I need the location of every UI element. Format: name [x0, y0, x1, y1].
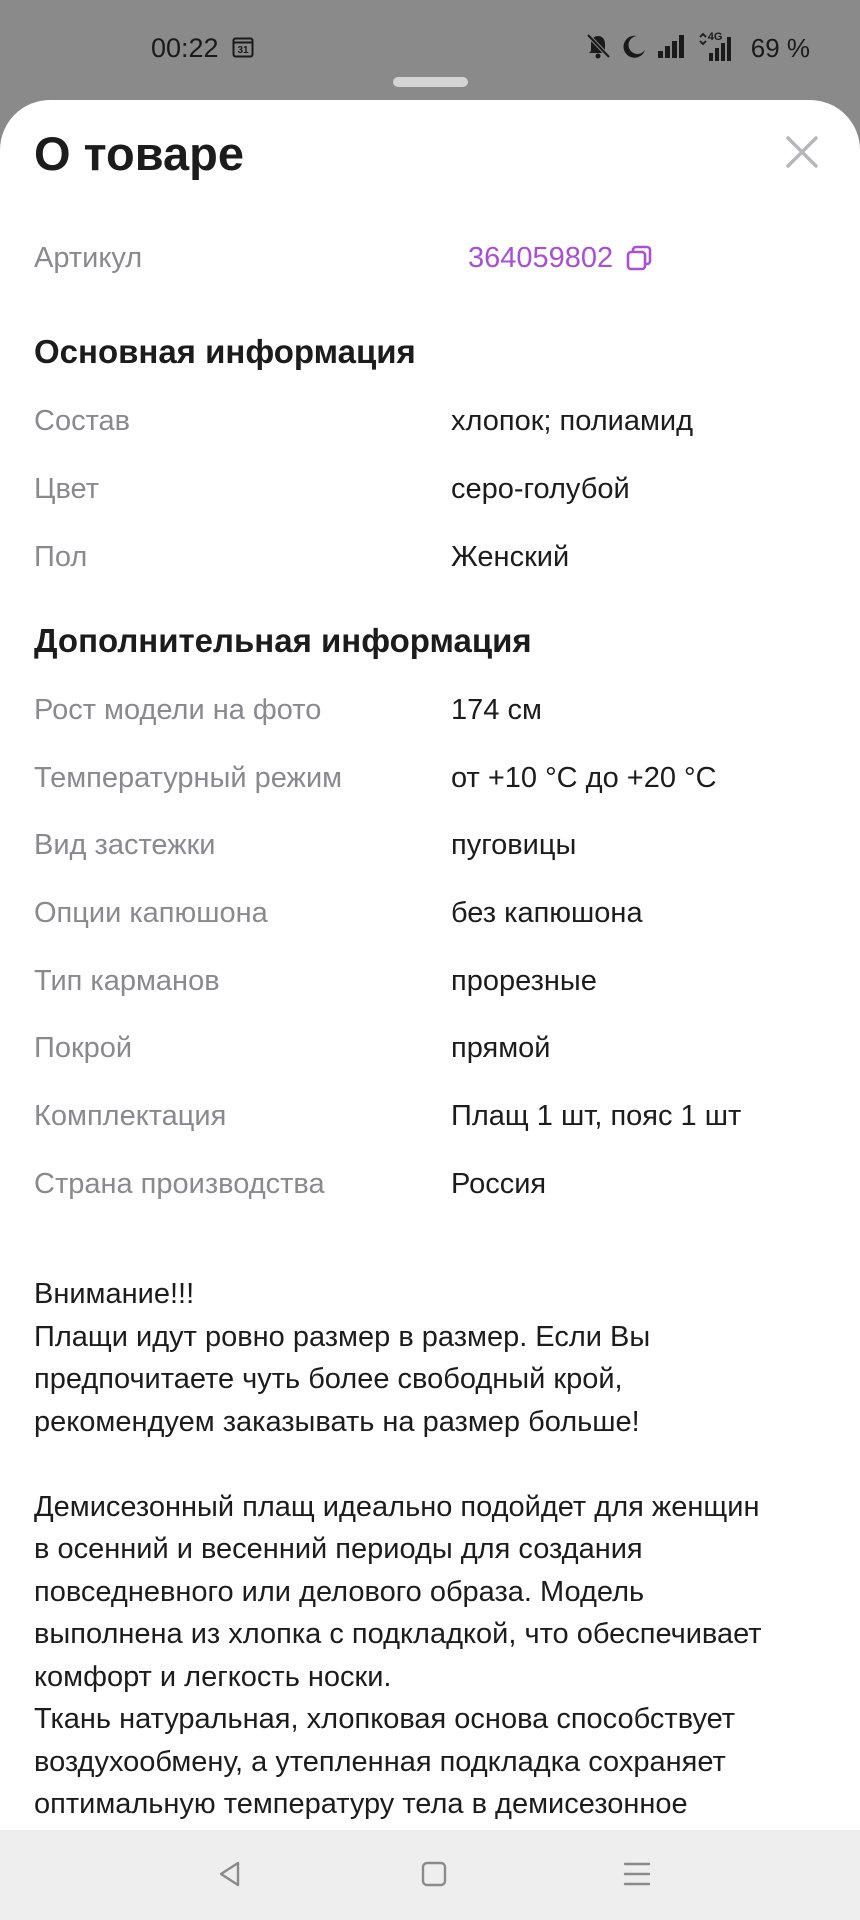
spec-value: пуговицы: [451, 829, 577, 861]
spec-value: прямой: [451, 1032, 551, 1064]
spec-label: Покрой: [34, 1032, 133, 1064]
spec-row: [34, 1028, 834, 1068]
system-navigation-bar: [0, 1830, 860, 1920]
nav-recents-button[interactable]: [619, 1856, 655, 1892]
spec-row: [34, 1164, 834, 1204]
spec-row: [34, 893, 834, 933]
spec-label: Цвет: [34, 473, 99, 505]
spec-row: [34, 758, 834, 798]
status-bar: [0, 0, 860, 100]
signal-icon: [657, 33, 687, 64]
main-info-heading: Основная информация: [34, 333, 416, 370]
spec-label: Страна производства: [34, 1168, 325, 1200]
calendar-day: 31: [237, 45, 249, 56]
spec-value: от +10 °C до +20 °C: [451, 762, 717, 794]
spec-label: Пол: [34, 541, 88, 573]
status-time: 00:22: [151, 33, 219, 63]
article-number: 364059802: [468, 242, 614, 274]
spec-label: Комплектация: [34, 1100, 227, 1132]
network-type: 4G: [707, 31, 723, 43]
spec-row: [34, 825, 834, 865]
signal-4g-icon: [697, 33, 737, 63]
moon-icon: [621, 33, 647, 64]
home-square-icon: [416, 1856, 452, 1892]
spec-value: без капюшона: [451, 897, 643, 929]
extra-info-heading: Дополнительная информация: [34, 622, 532, 659]
spec-value: серо-голубой: [451, 473, 630, 505]
nav-home-button[interactable]: [416, 1856, 452, 1892]
spec-row: [34, 690, 834, 730]
spec-row: [34, 1096, 834, 1136]
spec-value: Плащ 1 шт, пояс 1 шт: [451, 1100, 742, 1132]
spec-value: 174 см: [451, 694, 542, 726]
bell-muted-icon: [585, 32, 611, 65]
article-label: Артикул: [34, 242, 143, 274]
close-button[interactable]: [778, 128, 826, 176]
spec-row: [34, 961, 834, 1001]
menu-lines-icon: [619, 1856, 655, 1892]
sheet-drag-handle[interactable]: [393, 77, 468, 87]
spec-value: Женский: [451, 541, 570, 573]
spec-value: хлопок; полиамид: [451, 405, 694, 437]
spec-label: Вид застежки: [34, 829, 216, 861]
spec-row: [34, 469, 834, 509]
spec-label: Тип карманов: [34, 965, 220, 997]
nav-back-button[interactable]: [212, 1856, 248, 1892]
spec-row: [34, 401, 834, 441]
article-row: [34, 238, 834, 278]
spec-label: Температурный режим: [34, 762, 343, 794]
back-triangle-icon: [212, 1856, 248, 1892]
spec-label: Опции капюшона: [34, 897, 268, 929]
spec-label: Состав: [34, 405, 131, 437]
article-copy-button[interactable]: [468, 238, 653, 278]
product-info-sheet: [0, 100, 860, 1830]
sheet-title: О товаре: [34, 127, 244, 180]
spec-value: Россия: [451, 1168, 547, 1200]
status-icons: [585, 30, 810, 66]
product-description: Внимание!!! Плащи идут ровно размер в размер. Если Вы предпочитаете чуть более свободный крой, рекомендуем заказывать на размер больше! Демисезонный плащ идеально подойдет для женщин в осенний и весенний периоды для создания повседневного или делового образа. Модель выполнена из хлопка с подкладкой, что обеспечивает комфорт и легкость носки. Ткань натуральная, хлопковая основа способствует воздухообмену, а утепленная подкладка сохраняет оптимальную температуру тела в демисезонное: [34, 1278, 762, 1820]
close-icon: [778, 128, 826, 176]
calendar-icon: [232, 36, 254, 58]
copy-icon: [625, 244, 653, 272]
spec-label: Рост модели на фото: [34, 694, 322, 726]
spec-value: прорезные: [451, 965, 597, 997]
battery-level: 69 %: [750, 32, 810, 63]
spec-row: [34, 537, 834, 577]
